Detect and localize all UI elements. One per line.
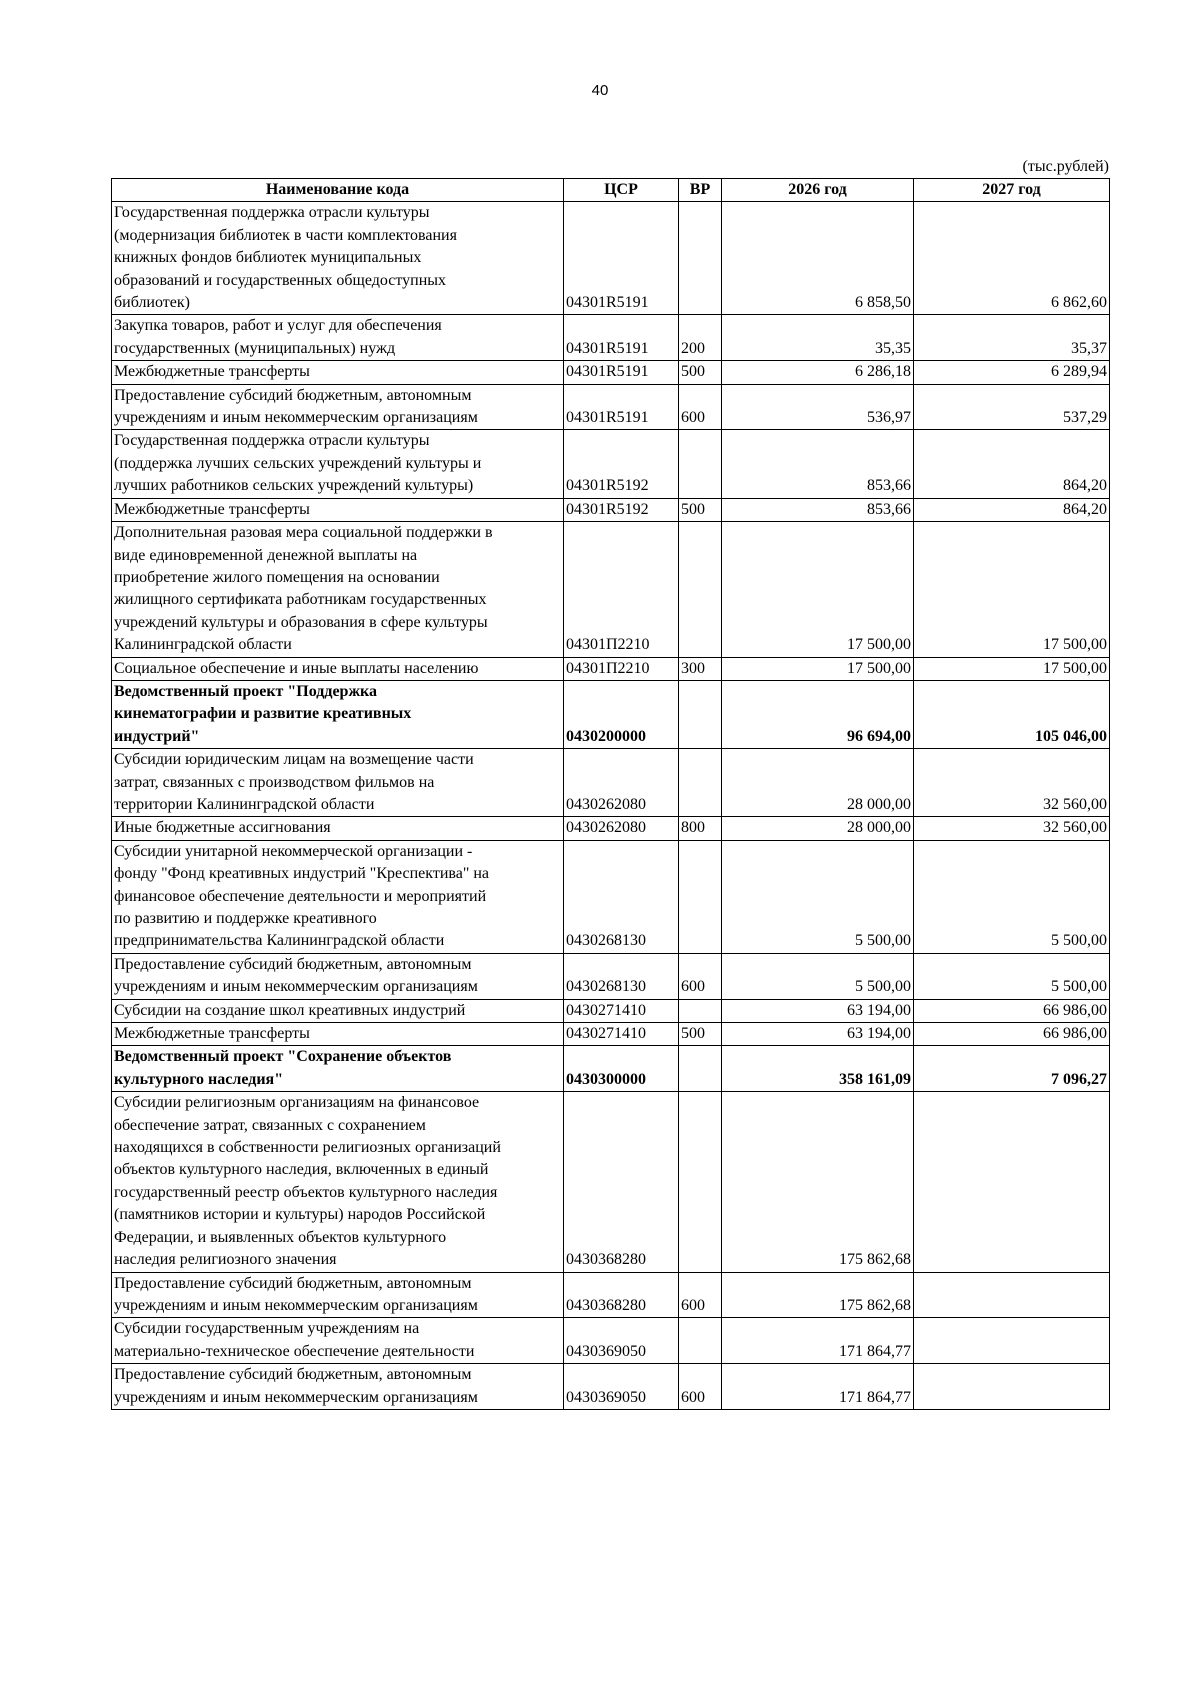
cell-2026: 96 694,00 (722, 680, 914, 748)
cell-vr: 200 (679, 315, 722, 361)
cell-csr: 04301R5191 (564, 315, 679, 361)
cell-2026: 17 500,00 (722, 522, 914, 657)
cell-2026: 35,35 (722, 315, 914, 361)
cell-2026: 28 000,00 (722, 749, 914, 817)
table-row (112, 498, 1110, 521)
cell-name: Закупка товаров, работ и услуг для обеспечения государственных (муниципальных) нужд (112, 315, 564, 361)
table-row (112, 361, 1110, 384)
cell-csr: 04301R5192 (564, 430, 679, 498)
cell-vr (679, 749, 722, 817)
table-row (112, 430, 1110, 498)
cell-csr: 04301П2210 (564, 657, 679, 680)
cell-2027: 17 500,00 (914, 657, 1110, 680)
cell-name: Государственная поддержка отрасли культуры (поддержка лучших сельских учреждений культуры и лучших работников сельских учреждений культуры) (112, 430, 564, 498)
cell-2026: 5 500,00 (722, 840, 914, 953)
table-row (112, 522, 1110, 657)
cell-name: Субсидии юридическим лицам на возмещение части затрат, связанных с производством фильмов на территории Калининградской области (112, 749, 564, 817)
cell-name: Межбюджетные трансферты (112, 361, 564, 384)
cell-2026: 5 500,00 (722, 953, 914, 999)
table-row (112, 657, 1110, 680)
cell-csr: 0430262080 (564, 817, 679, 840)
cell-name: Субсидии унитарной некоммерческой организации - фонду "Фонд креативных индустрий "Креспектива" на финансовое обеспечение деятельности и мероприятий по развитию и поддержке креативного предпринимательства Калининградской области (112, 840, 564, 953)
cell-2026: 63 194,00 (722, 999, 914, 1022)
cell-vr (679, 999, 722, 1022)
cell-2026: 536,97 (722, 384, 914, 430)
cell-2027 (914, 1364, 1110, 1410)
table-body (112, 202, 1110, 1410)
cell-2027: 105 046,00 (914, 680, 1110, 748)
cell-2026: 28 000,00 (722, 817, 914, 840)
cell-2027: 35,37 (914, 315, 1110, 361)
cell-vr: 500 (679, 498, 722, 521)
cell-vr: 600 (679, 1272, 722, 1318)
cell-vr: 300 (679, 657, 722, 680)
cell-vr (679, 1318, 722, 1364)
cell-csr: 0430268130 (564, 840, 679, 953)
cell-name: Социальное обеспечение и иные выплаты населению (112, 657, 564, 680)
cell-csr: 0430200000 (564, 680, 679, 748)
cell-name: Предоставление субсидий бюджетным, автономным учреждениям и иным некоммерческим организациям (112, 1364, 564, 1410)
cell-2026: 175 862,68 (722, 1272, 914, 1318)
cell-vr (679, 840, 722, 953)
cell-vr (679, 522, 722, 657)
cell-2026: 63 194,00 (722, 1023, 914, 1046)
cell-vr: 600 (679, 1364, 722, 1410)
table-row (112, 680, 1110, 748)
table-row (112, 840, 1110, 953)
cell-csr: 04301R5191 (564, 384, 679, 430)
cell-vr: 500 (679, 1023, 722, 1046)
column-header-2026: 2026 год (722, 179, 914, 202)
cell-2026: 358 161,09 (722, 1046, 914, 1092)
cell-vr (679, 680, 722, 748)
cell-2026: 175 862,68 (722, 1092, 914, 1272)
cell-2027: 7 096,27 (914, 1046, 1110, 1092)
cell-2027: 66 986,00 (914, 1023, 1110, 1046)
cell-csr: 0430262080 (564, 749, 679, 817)
cell-csr: 0430369050 (564, 1318, 679, 1364)
cell-csr: 04301R5191 (564, 202, 679, 315)
budget-table (111, 178, 1110, 1410)
cell-csr: 0430268130 (564, 953, 679, 999)
cell-2027: 5 500,00 (914, 953, 1110, 999)
cell-vr: 800 (679, 817, 722, 840)
cell-2027: 32 560,00 (914, 817, 1110, 840)
cell-2027: 6 862,60 (914, 202, 1110, 315)
table-row (112, 315, 1110, 361)
cell-csr: 04301R5192 (564, 498, 679, 521)
column-header-2027: 2027 год (914, 179, 1110, 202)
cell-name: Субсидии государственным учреждениям на материально-техническое обеспечение деятельности (112, 1318, 564, 1364)
cell-name: Субсидии на создание школ креативных индустрий (112, 999, 564, 1022)
cell-2027: 864,20 (914, 498, 1110, 521)
cell-name: Иные бюджетные ассигнования (112, 817, 564, 840)
cell-vr (679, 1092, 722, 1272)
cell-csr: 0430368280 (564, 1092, 679, 1272)
table-row (112, 1046, 1110, 1092)
cell-vr (679, 1046, 722, 1092)
table-row (112, 384, 1110, 430)
table-row (112, 817, 1110, 840)
cell-2027: 32 560,00 (914, 749, 1110, 817)
cell-name: Дополнительная разовая мера социальной поддержки в виде единовременной денежной выплаты на приобретение жилого помещения на основании жилищного сертификата работникам государственных учреждений культуры и образования в сфере культуры Калининградской области (112, 522, 564, 657)
cell-2026: 6 286,18 (722, 361, 914, 384)
cell-csr: 04301П2210 (564, 522, 679, 657)
cell-2026: 17 500,00 (722, 657, 914, 680)
cell-name: Предоставление субсидий бюджетным, автономным учреждениям и иным некоммерческим организациям (112, 1272, 564, 1318)
cell-2027 (914, 1092, 1110, 1272)
cell-2027: 66 986,00 (914, 999, 1110, 1022)
cell-name: Межбюджетные трансферты (112, 498, 564, 521)
cell-vr (679, 202, 722, 315)
table-row (112, 749, 1110, 817)
table-header-row (112, 179, 1110, 202)
cell-2027: 537,29 (914, 384, 1110, 430)
table-row (112, 1092, 1110, 1272)
cell-csr: 0430300000 (564, 1046, 679, 1092)
column-header-csr: ЦСР (564, 179, 679, 202)
cell-2026: 853,66 (722, 498, 914, 521)
cell-2026: 6 858,50 (722, 202, 914, 315)
cell-vr: 600 (679, 384, 722, 430)
cell-vr: 600 (679, 953, 722, 999)
cell-csr: 0430369050 (564, 1364, 679, 1410)
cell-csr: 0430271410 (564, 999, 679, 1022)
table-row (112, 202, 1110, 315)
cell-name: Ведомственный проект "Сохранение объектов культурного наследия" (112, 1046, 564, 1092)
cell-2027: 5 500,00 (914, 840, 1110, 953)
units-note: (тыс.рублей) (1022, 158, 1109, 175)
column-header-name: Наименование кода (112, 179, 564, 202)
cell-name: Государственная поддержка отрасли культуры (модернизация библиотек в части комплектования книжных фондов библиотек муниципальных образований и государственных общедоступных библиотек) (112, 202, 564, 315)
cell-csr: 0430271410 (564, 1023, 679, 1046)
table-row (112, 1272, 1110, 1318)
table-row (112, 1023, 1110, 1046)
cell-name: Субсидии религиозным организациям на финансовое обеспечение затрат, связанных с сохранением находящихся в собственности религиозных организаций объектов культурного наследия, включенных в единый государственный реестр объектов культурного наследия (памятников истории и культуры) народов Российской Федерации, и выявленных объектов культурного наследия религиозного значения (112, 1092, 564, 1272)
cell-2027: 6 289,94 (914, 361, 1110, 384)
table-row (112, 1364, 1110, 1410)
cell-name: Предоставление субсидий бюджетным, автономным учреждениям и иным некоммерческим организациям (112, 953, 564, 999)
cell-vr (679, 430, 722, 498)
cell-name: Ведомственный проект "Поддержка кинематографии и развитие креативных индустрий" (112, 680, 564, 748)
cell-2027: 864,20 (914, 430, 1110, 498)
cell-vr: 500 (679, 361, 722, 384)
cell-2027 (914, 1318, 1110, 1364)
table-row (112, 953, 1110, 999)
cell-csr: 04301R5191 (564, 361, 679, 384)
cell-2026: 171 864,77 (722, 1318, 914, 1364)
cell-csr: 0430368280 (564, 1272, 679, 1318)
cell-2026: 853,66 (722, 430, 914, 498)
table-row (112, 1318, 1110, 1364)
column-header-vr: ВР (679, 179, 722, 202)
cell-2027 (914, 1272, 1110, 1318)
cell-2026: 171 864,77 (722, 1364, 914, 1410)
cell-name: Межбюджетные трансферты (112, 1023, 564, 1046)
table-row (112, 999, 1110, 1022)
page-number: 40 (591, 82, 609, 99)
cell-name: Предоставление субсидий бюджетным, автономным учреждениям и иным некоммерческим организациям (112, 384, 564, 430)
cell-2027: 17 500,00 (914, 522, 1110, 657)
